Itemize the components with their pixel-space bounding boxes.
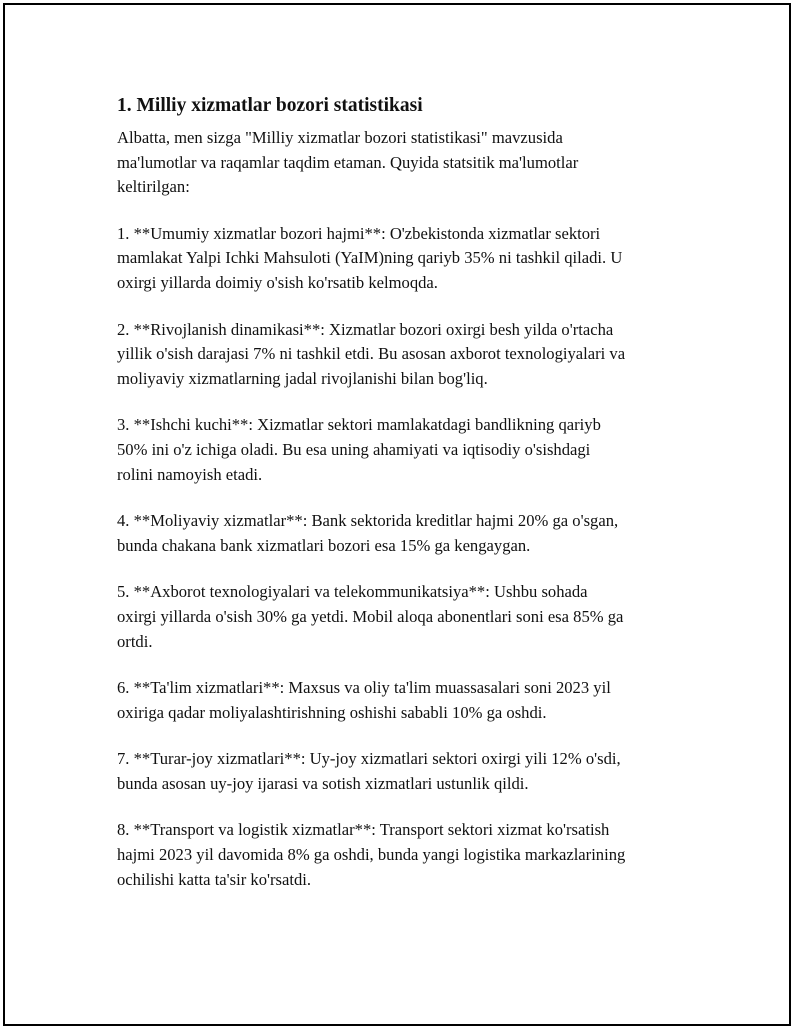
list-item-line: bunda chakana bank xizmatlari bozori esa 15% ga kengaygan. [117, 535, 531, 555]
list-item-line: bunda asosan uy-joy ijarasi va sotish xizmatlari ustunlik qildi. [117, 773, 529, 793]
list-item-line: mamlakat Yalpi Ichki Mahsuloti (YaIM)ning qariyb 35% ni tashkil qiladi. U [117, 248, 623, 268]
list-item-line: oxirgi yillarda doimiy o'sish ko'rsatib kelmoqda. [117, 272, 438, 292]
list-item-line: oxiriga qadar moliyalashtirishning oshishi sababli 10% ga oshdi. [117, 702, 547, 722]
list-item-line: moliyaviy xizmatlarning jadal rivojlanishi bilan bog'liq. [117, 368, 488, 388]
intro-line: ma'lumotlar va raqamlar taqdim etaman. Quyida statsitik ma'lumotlar [117, 152, 579, 172]
document-body [117, 92, 692, 914]
list-item-line: 7. **Turar-joy xizmatlari**: Uy-joy xizmatlari sektori oxirgi yili 12% o'sdi, [117, 749, 621, 769]
list-item-6 [117, 676, 692, 725]
list-item-line: 2. **Rivojlanish dinamikasi**: Xizmatlar bozori oxirgi besh yilda o'rtacha [117, 319, 614, 339]
list-item-line: 5. **Axborot texnologiyalari va telekommunikatsiya**: Ushbu sohada [117, 582, 588, 602]
intro-line: Albatta, men sizga "Milliy xizmatlar bozori statistikasi" mavzusida [117, 128, 563, 147]
list-item-line: hajmi 2023 yil davomida 8% ga oshdi, bunda yangi logistika markazlarining [117, 845, 626, 865]
list-item-7 [117, 747, 692, 796]
list-item-line: ortdi. [117, 631, 153, 651]
list-item-line: 3. **Ishchi kuchi**: Xizmatlar sektori mamlakatdagi bandlikning qariyb [117, 415, 601, 435]
list-item-1 [117, 222, 692, 296]
document-title: 1. Milliy xizmatlar bozori statistikasi [117, 95, 423, 116]
intro-paragraph [117, 126, 692, 200]
intro-line: keltirilgan: [117, 177, 190, 197]
list-item-line: rolini namoyish etadi. [117, 464, 263, 484]
list-item-line: yillik o'sish darajasi 7% ni tashkil etdi. Bu asosan axborot texnologiyalari va [117, 344, 626, 364]
list-item-line: 50% ini o'z ichiga oladi. Bu esa uning ahamiyati va iqtisodiy o'sishdagi [117, 439, 591, 459]
list-item-line: 4. **Moliyaviy xizmatlar**: Bank sektorida kreditlar hajmi 20% ga o'sgan, [117, 511, 619, 531]
list-item-line: 6. **Ta'lim xizmatlari**: Maxsus va oliy ta'lim muassasalari soni 2023 yil [117, 678, 611, 698]
list-item-line: 1. **Umumiy xizmatlar bozori hajmi**: O'zbekistonda xizmatlar sektori [117, 223, 601, 243]
list-item-line: 8. **Transport va logistik xizmatlar**: Transport sektori xizmat ko'rsatish [117, 820, 610, 840]
list-item-line: oxirgi yillarda o'sish 30% ga yetdi. Mobil aloqa abonentlari soni esa 85% ga [117, 606, 624, 626]
list-item-2 [117, 318, 692, 392]
list-item-4 [117, 509, 692, 558]
list-item-8 [117, 818, 692, 892]
list-item-5 [117, 580, 692, 654]
list-item-line: ochilishi katta ta'sir ko'rsatdi. [117, 869, 312, 889]
list-item-3 [117, 413, 692, 487]
